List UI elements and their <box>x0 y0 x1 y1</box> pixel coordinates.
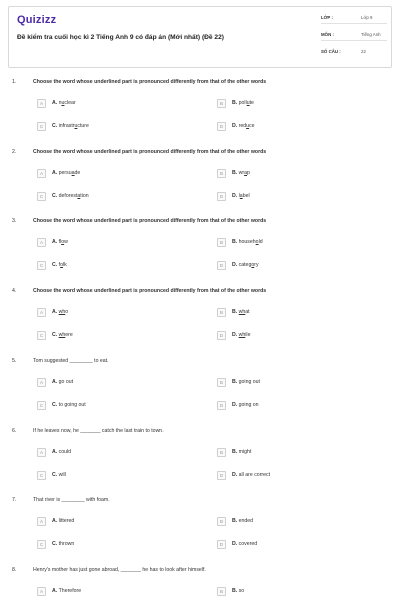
option-word-part: lk <box>62 262 67 268</box>
option-checkbox[interactable]: B <box>217 99 226 108</box>
meta-class-label: LỚP : <box>321 15 333 20</box>
option-letter: B. <box>232 518 239 524</box>
option-text <box>232 449 251 455</box>
option-word-part: f <box>58 262 61 268</box>
meta-divider <box>321 40 387 41</box>
option-checkbox[interactable]: D <box>217 540 226 549</box>
document-title: Đề kiểm tra cuối học kì 2 Tiếng Anh 9 có đáp án (Mới nhất) (Đề 22) <box>17 34 224 41</box>
option-word-part: bel <box>242 193 250 199</box>
option-text <box>232 402 259 408</box>
option-text <box>52 518 74 524</box>
option-letter: D. <box>232 332 239 338</box>
option-word-part: l <box>238 193 240 199</box>
quizizz-logo: Quizizz <box>17 14 57 26</box>
option-checkbox[interactable]: B <box>217 238 226 247</box>
option-text <box>52 449 71 455</box>
option-word-part: ld <box>258 239 263 245</box>
option-text <box>52 170 80 176</box>
option-letter: C. <box>52 262 59 268</box>
question-prompt: Henry's mother has just gone abroad, _______ he has to look after himself. <box>33 567 206 573</box>
option-text <box>52 100 76 106</box>
option-word-part: deforest <box>58 193 78 199</box>
option-text <box>232 193 250 199</box>
question-prompt: Choose the word whose underlined part is pronounced differently from that of the other words <box>33 218 267 224</box>
underlined-part: a <box>71 170 75 176</box>
option-checkbox[interactable]: B <box>217 308 226 317</box>
option-letter: C. <box>52 472 59 478</box>
option-letter: C. <box>52 332 59 338</box>
option-word-part: poll <box>238 100 247 106</box>
option-letter: A. <box>52 170 59 176</box>
option-checkbox[interactable]: A <box>37 169 46 178</box>
meta-class-value: Lớp 9 <box>361 15 373 20</box>
option-checkbox[interactable]: A <box>37 517 46 526</box>
option-word-part: p <box>247 170 250 176</box>
option-word-part: cture <box>77 123 89 129</box>
option-letter: D. <box>232 472 239 478</box>
underlined-part: wh <box>58 332 66 338</box>
option-word-part: at <box>245 309 250 315</box>
option-text <box>52 239 68 245</box>
option-checkbox[interactable]: D <box>217 261 226 270</box>
option-word-part: clear <box>64 100 76 106</box>
option-word-part: n <box>58 100 62 106</box>
option-checkbox[interactable]: A <box>37 587 46 596</box>
option-word-part: so <box>238 588 245 594</box>
option-text <box>52 332 73 338</box>
option-letter: A. <box>52 588 59 594</box>
option-word-part: w <box>64 239 68 245</box>
option-word-part: going out <box>238 379 260 385</box>
question-prompt: Tom suggested ________ to eat. <box>33 358 109 364</box>
option-text <box>52 309 68 315</box>
option-word-part: going on <box>238 402 259 408</box>
option-letter: C. <box>52 402 59 408</box>
option-word-part: littered <box>58 518 75 524</box>
meta-subject-value: Tiếng Anh <box>361 32 381 37</box>
option-checkbox[interactable]: C <box>37 261 46 270</box>
option-checkbox[interactable]: D <box>217 401 226 410</box>
option-word-part: Therefore <box>58 588 82 594</box>
option-letter: D. <box>232 402 239 408</box>
option-checkbox[interactable]: B <box>217 448 226 457</box>
question-number: 4. <box>12 288 17 294</box>
question-prompt: Choose the word whose underlined part is pronounced differently from that of the other words <box>33 79 267 85</box>
option-letter: D. <box>232 193 239 199</box>
option-text <box>232 332 250 338</box>
option-word-part: tion <box>80 193 89 199</box>
question-number: 7. <box>12 497 17 503</box>
option-letter: A. <box>52 100 59 106</box>
option-letter: B. <box>232 239 239 245</box>
option-text <box>232 309 250 315</box>
option-text <box>52 262 67 268</box>
option-checkbox[interactable]: C <box>37 331 46 340</box>
option-checkbox[interactable]: B <box>217 169 226 178</box>
underlined-part: u <box>246 100 250 106</box>
option-text <box>232 379 260 385</box>
option-letter: A. <box>52 239 59 245</box>
option-word-part: categ <box>238 262 252 268</box>
question-number: 3. <box>12 218 17 224</box>
option-text <box>52 541 74 547</box>
option-text <box>52 402 86 408</box>
option-text <box>52 193 89 199</box>
option-checkbox[interactable]: C <box>37 401 46 410</box>
option-checkbox[interactable]: C <box>37 192 46 201</box>
option-text <box>232 100 254 106</box>
option-letter: D. <box>232 262 239 268</box>
option-word-part: househ <box>238 239 256 245</box>
option-checkbox[interactable]: D <box>217 331 226 340</box>
meta-divider <box>321 23 387 24</box>
option-word-part: infrastr <box>58 123 75 129</box>
underlined-part: o <box>251 262 255 268</box>
option-letter: B. <box>232 170 239 176</box>
option-word-part: all are correct <box>238 472 271 478</box>
question-prompt: That river is ________ with foam. <box>33 497 110 503</box>
underlined-part: u <box>246 123 250 129</box>
question-prompt: Choose the word whose underlined part is pronounced differently from that of the other words <box>33 149 267 155</box>
document-header <box>8 6 392 68</box>
option-letter: A. <box>52 379 59 385</box>
option-checkbox[interactable]: D <box>217 192 226 201</box>
option-word-part: red <box>238 123 247 129</box>
option-text <box>232 170 250 176</box>
underlined-part: o <box>255 239 259 245</box>
option-word-part: fl <box>58 239 62 245</box>
option-word-part: covered <box>238 541 258 547</box>
option-checkbox[interactable]: C <box>37 540 46 549</box>
meta-count-label: SỐ CÂU : <box>321 49 341 54</box>
option-letter: A. <box>52 449 59 455</box>
option-word-part: te <box>249 100 254 106</box>
option-word-part: wr <box>238 170 245 176</box>
option-letter: D. <box>232 541 239 547</box>
underlined-part: a <box>244 170 248 176</box>
question-number: 2. <box>12 149 17 155</box>
option-word-part: go out <box>58 379 74 385</box>
option-text <box>52 588 81 594</box>
meta-count-value: 22 <box>361 49 366 54</box>
option-text <box>232 518 253 524</box>
option-word-part: ended <box>238 518 254 524</box>
option-word-part: could <box>58 449 72 455</box>
underlined-part: a <box>239 193 243 199</box>
option-letter: B. <box>232 449 239 455</box>
meta-subject-label: MÔN : <box>321 32 334 37</box>
option-checkbox[interactable]: A <box>37 448 46 457</box>
option-word-part: will <box>58 472 66 478</box>
question-number: 5. <box>12 358 17 364</box>
option-checkbox[interactable]: A <box>37 238 46 247</box>
underlined-part: u <box>74 123 78 129</box>
option-checkbox[interactable]: B <box>217 378 226 387</box>
underlined-part: wh <box>58 309 66 315</box>
underlined-part: o <box>60 262 63 268</box>
option-letter: C. <box>52 541 59 547</box>
option-text <box>232 588 244 594</box>
option-letter: B. <box>232 588 239 594</box>
option-text <box>232 123 255 129</box>
option-letter: A. <box>52 518 59 524</box>
option-text <box>232 472 270 478</box>
option-checkbox[interactable]: C <box>37 122 46 131</box>
option-checkbox[interactable]: D <box>217 471 226 480</box>
option-word-part: de <box>74 170 81 176</box>
option-checkbox[interactable]: D <box>217 122 226 131</box>
option-checkbox[interactable]: A <box>37 99 46 108</box>
option-word-part: ry <box>254 262 259 268</box>
option-text <box>232 239 263 245</box>
question-number: 1. <box>12 79 17 85</box>
question-prompt: If he leaves now, he _______ catch the last train to town. <box>33 428 164 434</box>
question-number: 6. <box>12 428 17 434</box>
option-letter: D. <box>232 123 239 129</box>
option-text <box>232 262 259 268</box>
option-text <box>232 541 257 547</box>
option-text <box>52 379 73 385</box>
option-letter: B. <box>232 379 239 385</box>
option-checkbox[interactable]: B <box>217 517 226 526</box>
option-word-part: to going out <box>58 402 86 408</box>
option-checkbox[interactable]: A <box>37 378 46 387</box>
option-text <box>52 472 66 478</box>
option-word-part: thrown <box>58 541 75 547</box>
underlined-part: o <box>61 239 65 245</box>
question-number: 8. <box>12 567 17 573</box>
option-text <box>52 123 89 129</box>
underlined-part: wh <box>238 309 246 315</box>
underlined-part: u <box>61 100 65 106</box>
option-checkbox[interactable]: A <box>37 308 46 317</box>
option-letter: B. <box>232 100 239 106</box>
question-prompt: Choose the word whose underlined part is pronounced differently from that of the other words <box>33 288 267 294</box>
underlined-part: a <box>77 193 81 199</box>
option-letter: C. <box>52 123 59 129</box>
underlined-part: wh <box>238 332 246 338</box>
option-letter: C. <box>52 193 59 199</box>
option-word-part: ere <box>65 332 73 338</box>
option-letter: A. <box>52 309 59 315</box>
option-word-part: persu <box>58 170 72 176</box>
option-letter: B. <box>232 309 239 315</box>
option-checkbox[interactable]: C <box>37 471 46 480</box>
option-word-part: ile <box>245 332 251 338</box>
option-word-part: o <box>65 309 69 315</box>
option-word-part: might <box>238 449 252 455</box>
option-word-part: ce <box>249 123 255 129</box>
option-checkbox[interactable]: B <box>217 587 226 596</box>
